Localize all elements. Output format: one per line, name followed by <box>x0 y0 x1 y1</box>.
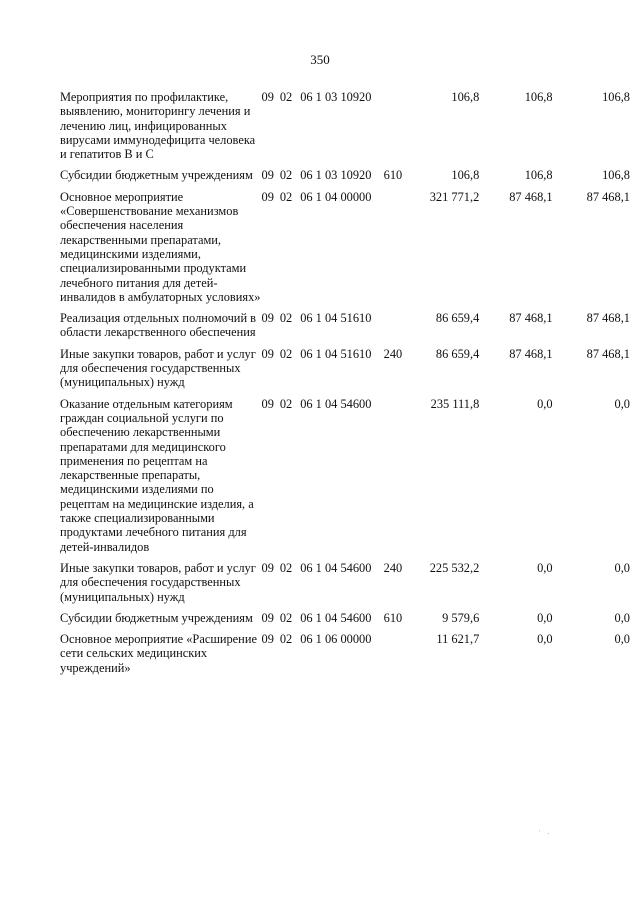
amount-year-3: 87 468,1 <box>586 311 630 326</box>
amount-year-1: 9 579,6 <box>442 610 480 625</box>
target-article-code: 06 1 06 00000 <box>300 632 372 647</box>
section-code: 09 <box>261 311 274 326</box>
subsection-code: 02 <box>279 396 293 411</box>
amount-year-1: 321 771,2 <box>429 189 480 204</box>
subsection-code: 02 <box>279 189 293 204</box>
amount-year-2: 0,0 <box>537 632 553 647</box>
expense-type-code <box>384 311 417 347</box>
target-article-code: 06 1 04 51610 <box>300 311 372 326</box>
amount-year-3: 0,0 <box>614 610 630 625</box>
page-number: 350 <box>310 52 330 67</box>
target-article-code: 06 1 04 54600 <box>300 610 372 625</box>
table-row <box>60 632 630 682</box>
section-code: 09 <box>261 168 274 183</box>
subsection-code: 02 <box>279 632 293 647</box>
amount-year-3: 0,0 <box>614 560 630 575</box>
section-code: 09 <box>261 632 274 647</box>
row-name: Субсидии бюджетным учреждениям <box>60 610 253 625</box>
section-code: 09 <box>261 560 274 575</box>
scan-mark: · . <box>538 826 552 836</box>
target-article-code: 06 1 04 51610 <box>300 346 372 361</box>
budget-table <box>60 90 630 682</box>
amount-year-1: 106,8 <box>451 168 480 183</box>
expense-type-code <box>384 397 417 561</box>
amount-year-3: 87 468,1 <box>586 346 630 361</box>
amount-year-3: 106,8 <box>602 90 630 104</box>
row-name: Реализация отдельных полномочий в области лекарственного обеспечения <box>60 311 257 340</box>
expense-type-code <box>384 90 417 168</box>
target-article-code: 06 1 04 54600 <box>300 396 372 411</box>
amount-year-1: 225 532,2 <box>429 560 480 575</box>
subsection-code: 02 <box>279 346 293 361</box>
target-article-code: 06 1 03 10920 <box>300 168 372 183</box>
budget-table-body <box>60 90 630 682</box>
amount-year-1: 86 659,4 <box>435 346 480 361</box>
subsection-code: 02 <box>279 560 293 575</box>
expense-type-code: 240 <box>383 560 403 575</box>
section-code: 09 <box>261 346 274 361</box>
table-row <box>60 611 630 632</box>
row-name: Основное мероприятие «Расширение сети сельских медицинских учреждений» <box>60 632 257 675</box>
expense-type-code <box>384 632 417 682</box>
amount-year-1: 86 659,4 <box>435 311 480 326</box>
amount-year-3: 87 468,1 <box>586 189 630 204</box>
target-article-code: 06 1 03 10920 <box>300 90 372 104</box>
section-code: 09 <box>261 189 274 204</box>
amount-year-2: 0,0 <box>537 560 553 575</box>
target-article-code: 06 1 04 00000 <box>300 189 372 204</box>
amount-year-3: 106,8 <box>602 168 630 183</box>
row-name: Оказание отдельным категориям граждан социальной услуги по обеспечению лекарственными препаратами для медицинского применения по рецептам на лекарственные препараты, медицинскими изделиями по рецептам на медицинские изделия, а также специализированными продуктами лечебного питания для детей-инвалидов <box>60 396 254 554</box>
amount-year-1: 11 621,7 <box>436 632 480 647</box>
expense-type-code: 610 <box>383 610 403 625</box>
table-row <box>60 311 630 347</box>
table-row <box>60 90 630 168</box>
section-code: 09 <box>261 396 274 411</box>
expense-type-code: 240 <box>383 346 403 361</box>
subsection-code: 02 <box>279 610 293 625</box>
amount-year-3: 0,0 <box>614 396 630 411</box>
expense-type-code: 610 <box>383 168 403 183</box>
table-row <box>60 561 630 611</box>
section-code: 09 <box>261 90 274 104</box>
subsection-code: 02 <box>279 311 293 326</box>
row-name: Субсидии бюджетным учреждениям <box>60 168 253 183</box>
amount-year-2: 87 468,1 <box>509 189 553 204</box>
subsection-code: 02 <box>279 168 293 183</box>
row-name: Иные закупки товаров, работ и услуг для обеспечения государственных (муниципальных) нужд <box>60 346 256 390</box>
amount-year-1: 106,8 <box>451 90 480 104</box>
amount-year-2: 87 468,1 <box>509 311 553 326</box>
amount-year-2: 106,8 <box>524 168 553 183</box>
amount-year-2: 106,8 <box>524 90 553 104</box>
section-code: 09 <box>261 610 274 625</box>
amount-year-1: 235 111,8 <box>430 396 480 411</box>
table-row <box>60 347 630 397</box>
amount-year-2: 0,0 <box>537 610 553 625</box>
target-article-code: 06 1 04 54600 <box>300 560 372 575</box>
row-name: Иные закупки товаров, работ и услуг для обеспечения государственных (муниципальных) нужд <box>60 560 256 604</box>
table-row <box>60 397 630 561</box>
amount-year-2: 87 468,1 <box>509 346 553 361</box>
amount-year-3: 0,0 <box>614 632 630 647</box>
amount-year-2: 0,0 <box>537 396 553 411</box>
table-row <box>60 168 630 189</box>
row-name: Мероприятия по профилактике, выявлению, мониторингу лечения и лечению лиц, инфицированных вирусами иммунодефицита человека и гепатитов В и С <box>60 90 256 162</box>
subsection-code: 02 <box>279 90 293 104</box>
table-row <box>60 190 630 311</box>
expense-type-code <box>384 190 417 311</box>
row-name: Основное мероприятие «Совершенствование механизмов обеспечения населения лекарственными препаратами, медицинскими изделиями, специализированными продуктами лечебного питания для детей-инвалидов в амбулаторных условиях» <box>60 189 261 304</box>
